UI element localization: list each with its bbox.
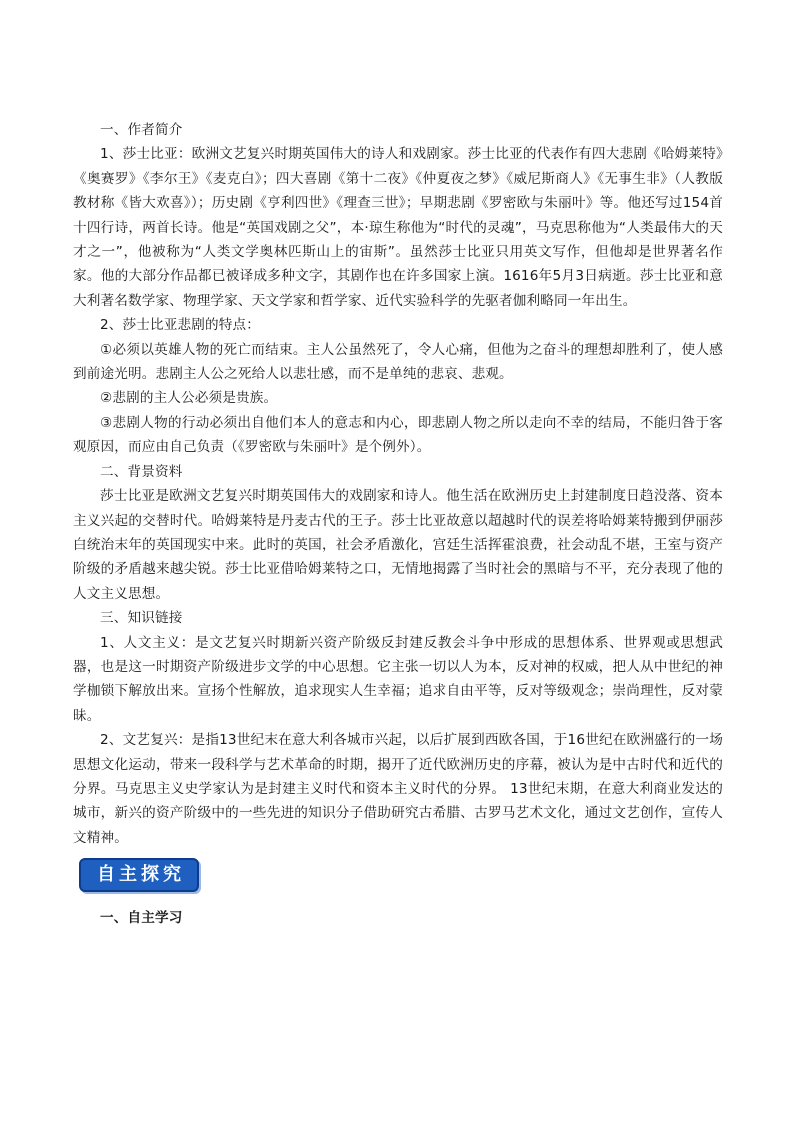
section-heading-knowledge: 三、知识链接 — [100, 610, 183, 627]
paragraph-shakespeare-bio: 1、莎士比亚：欧洲文艺复兴时期英国伟大的诗人和戏剧家。莎士比亚的代表作有四大悲剧《哈姆莱特》《奥赛罗》《李尔王》《麦克白》；四大喜剧《第十二夜》《仲夏夜之梦》《威尼斯商人》《无事生非》（人教版教材称《皆大欢喜》）；历史剧《亨利四世》《理查三世》；早期悲剧《罗密欧与朱丽叶》等。他还写过154首十四行诗，两首长诗。他是“英国戏剧之父”，本·琼生称他为“时代的灵魂”，马克思称他为“人类最伟大的天才之一”，他被称为“人类文学奥林匹斯山上的宙斯”。虽然莎士比亚只用英文写作，但他却是世界著名作家。他的大部分作品都已被译成多种文字，其剧作也在许多国家上演。1616年5月3日病逝。莎士比亚和意大利著名数学家、物理学家、天文学家和哲学家、近代实验科学的先驱者伽利略同一年出生。 — [73, 146, 723, 309]
section-badge-self-study: 自主探究 — [79, 858, 199, 892]
document-body — [73, 118, 723, 931]
paragraph-background: 莎士比亚是欧洲文艺复兴时期英国伟大的戏剧家和诗人。他生活在欧洲历史上封建制度日趋没落、资本主义兴起的交替时代。哈姆莱特是丹麦古代的王子。莎士比亚故意以超越时代的误差将哈姆莱特搬到伊丽莎白统治末年的英国现实中来。此时的英国，社会矛盾激化，宫廷生活挥霍浪费，社会动乱不堪，王室与资产阶级的矛盾越来越尖锐。莎士比亚借哈姆莱特之口，无情地揭露了当时社会的黑暗与不平，充分表现了他的人文主义思想。 — [73, 488, 723, 602]
section-heading-background: 二、背景资料 — [100, 463, 183, 480]
paragraph-tragedy-feature-2: ②悲剧的主人公必须是贵族。 — [100, 390, 278, 407]
section-heading-author: 一、作者简介 — [100, 122, 183, 138]
paragraph-renaissance: 2、文艺复兴：是指13世纪末在意大利各城市兴起，以后扩展到西欧各国，于16世纪在欧洲盛行的一场思想文化运动，带来一段科学与艺术革命的时期，揭开了近代欧洲历史的序幕，被认为是中古时代和近代的分界。马克思主义史学家认为是封建主义时代和资本主义时代的分界。 13世纪末期，在意大利商业发达的城市，新兴的资产阶级中的一些先进的知识分子借助研究古希腊、古罗马艺术文化，通过文艺创作，宣传人文精神。 — [73, 732, 723, 846]
paragraph-tragedy-feature-1: ①必须以英雄人物的死亡而结束。主人公虽然死了，令人心痛，但他为之奋斗的理想却胜利了，使人感到前途光明。悲剧主人公之死给人以悲壮感，而不是单纯的悲哀、悲观。 — [73, 341, 723, 383]
paragraph-humanism: 1、人文主义：是文艺复兴时期新兴资产阶级反封建反教会斗争中形成的思想体系、世界观或思想武器，也是这一时期资产阶级进步文学的中心思想。它主张一切以人为本，反对神的权威，把人从中世纪的神学枷锁下解放出来。宣扬个性解放，追求现实人生幸福；追求自由平等，反对等级观念；崇尚理性，反对蒙昧。 — [73, 634, 723, 724]
sub-heading-self-learning: 一、自主学习 — [100, 910, 183, 927]
paragraph-tragedy-feature-3: ③悲剧人物的行动必须出自他们本人的意志和内心，即悲剧人物之所以走向不幸的结局，不能归咎于客观原因，而应由自己负责（《罗密欧与朱丽叶》是个例外）。 — [73, 414, 723, 456]
paragraph-tragedy-features-heading: 2、莎士比亚悲剧的特点： — [100, 317, 260, 334]
